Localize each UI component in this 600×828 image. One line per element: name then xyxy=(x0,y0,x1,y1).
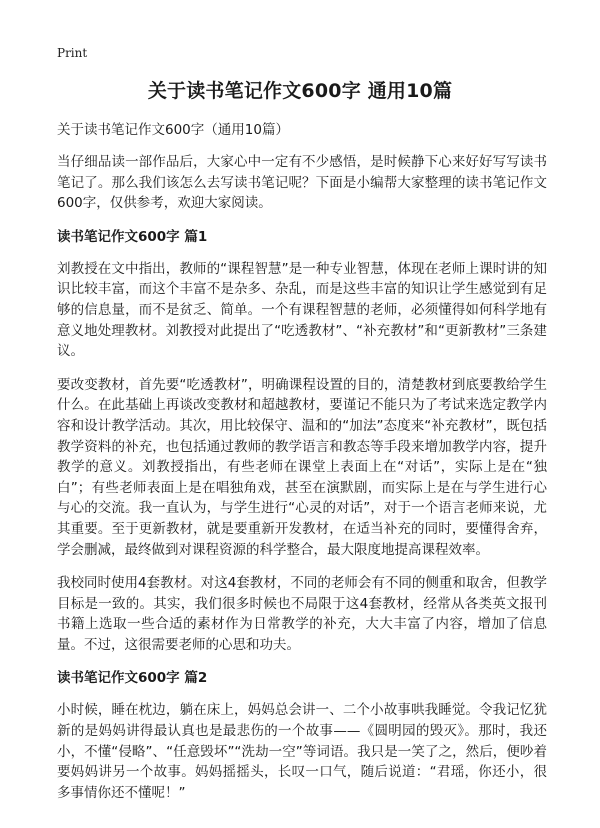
print-link[interactable]: Print xyxy=(57,46,88,60)
paragraph: 刘教授在文中指出，教师的“课程智慧”是一种专业智慧，体现在老师上课时讲的知识比较丰富，而这个丰富不是杂多、杂乱，而是这些丰富的知识让学生感觉到有足够的信息量，而不是贫乏、简单。一个有课程智慧的老师，必须懂得如何科学地有意义地处理教材。刘教授对此提出了“吃透教材”、“补充教材”和“更新教材”三条建议。 xyxy=(57,260,547,360)
paragraph: 我校同时使用4套教材。对这4套教材，不同的老师会有不同的侧重和取舍，但教学目标是一致的。其实，我们很多时候也不局限于这4套教材，经常从各类英文报刊书籍上选取一些合适的素材作为日常教学的补充，大大丰富了内容，增加了信息量。不过，这很需要老师的心思和功夫。 xyxy=(57,575,547,653)
section-heading: 读书笔记作文600字 篇1 xyxy=(57,228,208,245)
section-1 xyxy=(57,227,547,656)
article-body xyxy=(57,120,547,816)
page-title: 关于读书笔记作文600字 通用10篇 xyxy=(147,80,453,102)
intro-paragraph: 当仔细品读一部作品后，大家心中一定有不少感悟，是时候静下心来好好写写读书笔记了。那么我们该怎么去写读书笔记呢？下面是小编帮大家整理的读书笔记作文600字，仅供参考，欢迎大家阅读。 xyxy=(57,154,547,212)
section-2 xyxy=(57,668,547,803)
article-subtitle: 关于读书笔记作文600字（通用10篇） xyxy=(57,122,289,138)
paragraph: 小时候，睡在枕边，躺在床上，妈妈总会讲一、二个小故事哄我睡觉。令我记忆犹新的是妈妈讲得最认真也是最悲伤的一个故事——《圆明园的毁灭》。那时，我还小，不懂“侵略”、“任意毁坏”“洗劫一空”等词语。我只是一笑了之，然后，便吵着要妈妈讲另一个故事。妈妈摇摇头，长叹一口气，随后说道：“君瑶，你还小，很多事情你还不懂呢！” xyxy=(57,702,547,801)
section-heading: 读书笔记作文600字 篇2 xyxy=(57,670,208,687)
paragraph: 要改变教材，首先要“吃透教材”，明确课程设置的目的，清楚教材到底要教给学生什么。在此基础上再谈改变教材和超越教材，要谨记不能只为了考试来选定教学内容和设计教学活动。其次，用比较保守、温和的“加法”态度来“补充教材”，既包括教学资料的补充，也包括通过教师的教学语言和教态等手段来增加教学内容，提升教学的意义。刘教授指出，有些老师在课堂上表面上在“对话”，实际上是在“独白”；有些老师表面上是在唱独角戏，甚至在演默剧，而实际上是在与学生进行心与心的交流。我一直认为，与学生进行“心灵的对话”，对于一个语言老师来说，尤其重要。至于更新教材，就是要重新开发教材，在适当补充的同时，要懂得舍弃，学会删减，最终做到对课程资源的科学整合，最大限度地提高课程效率。 xyxy=(57,376,547,558)
